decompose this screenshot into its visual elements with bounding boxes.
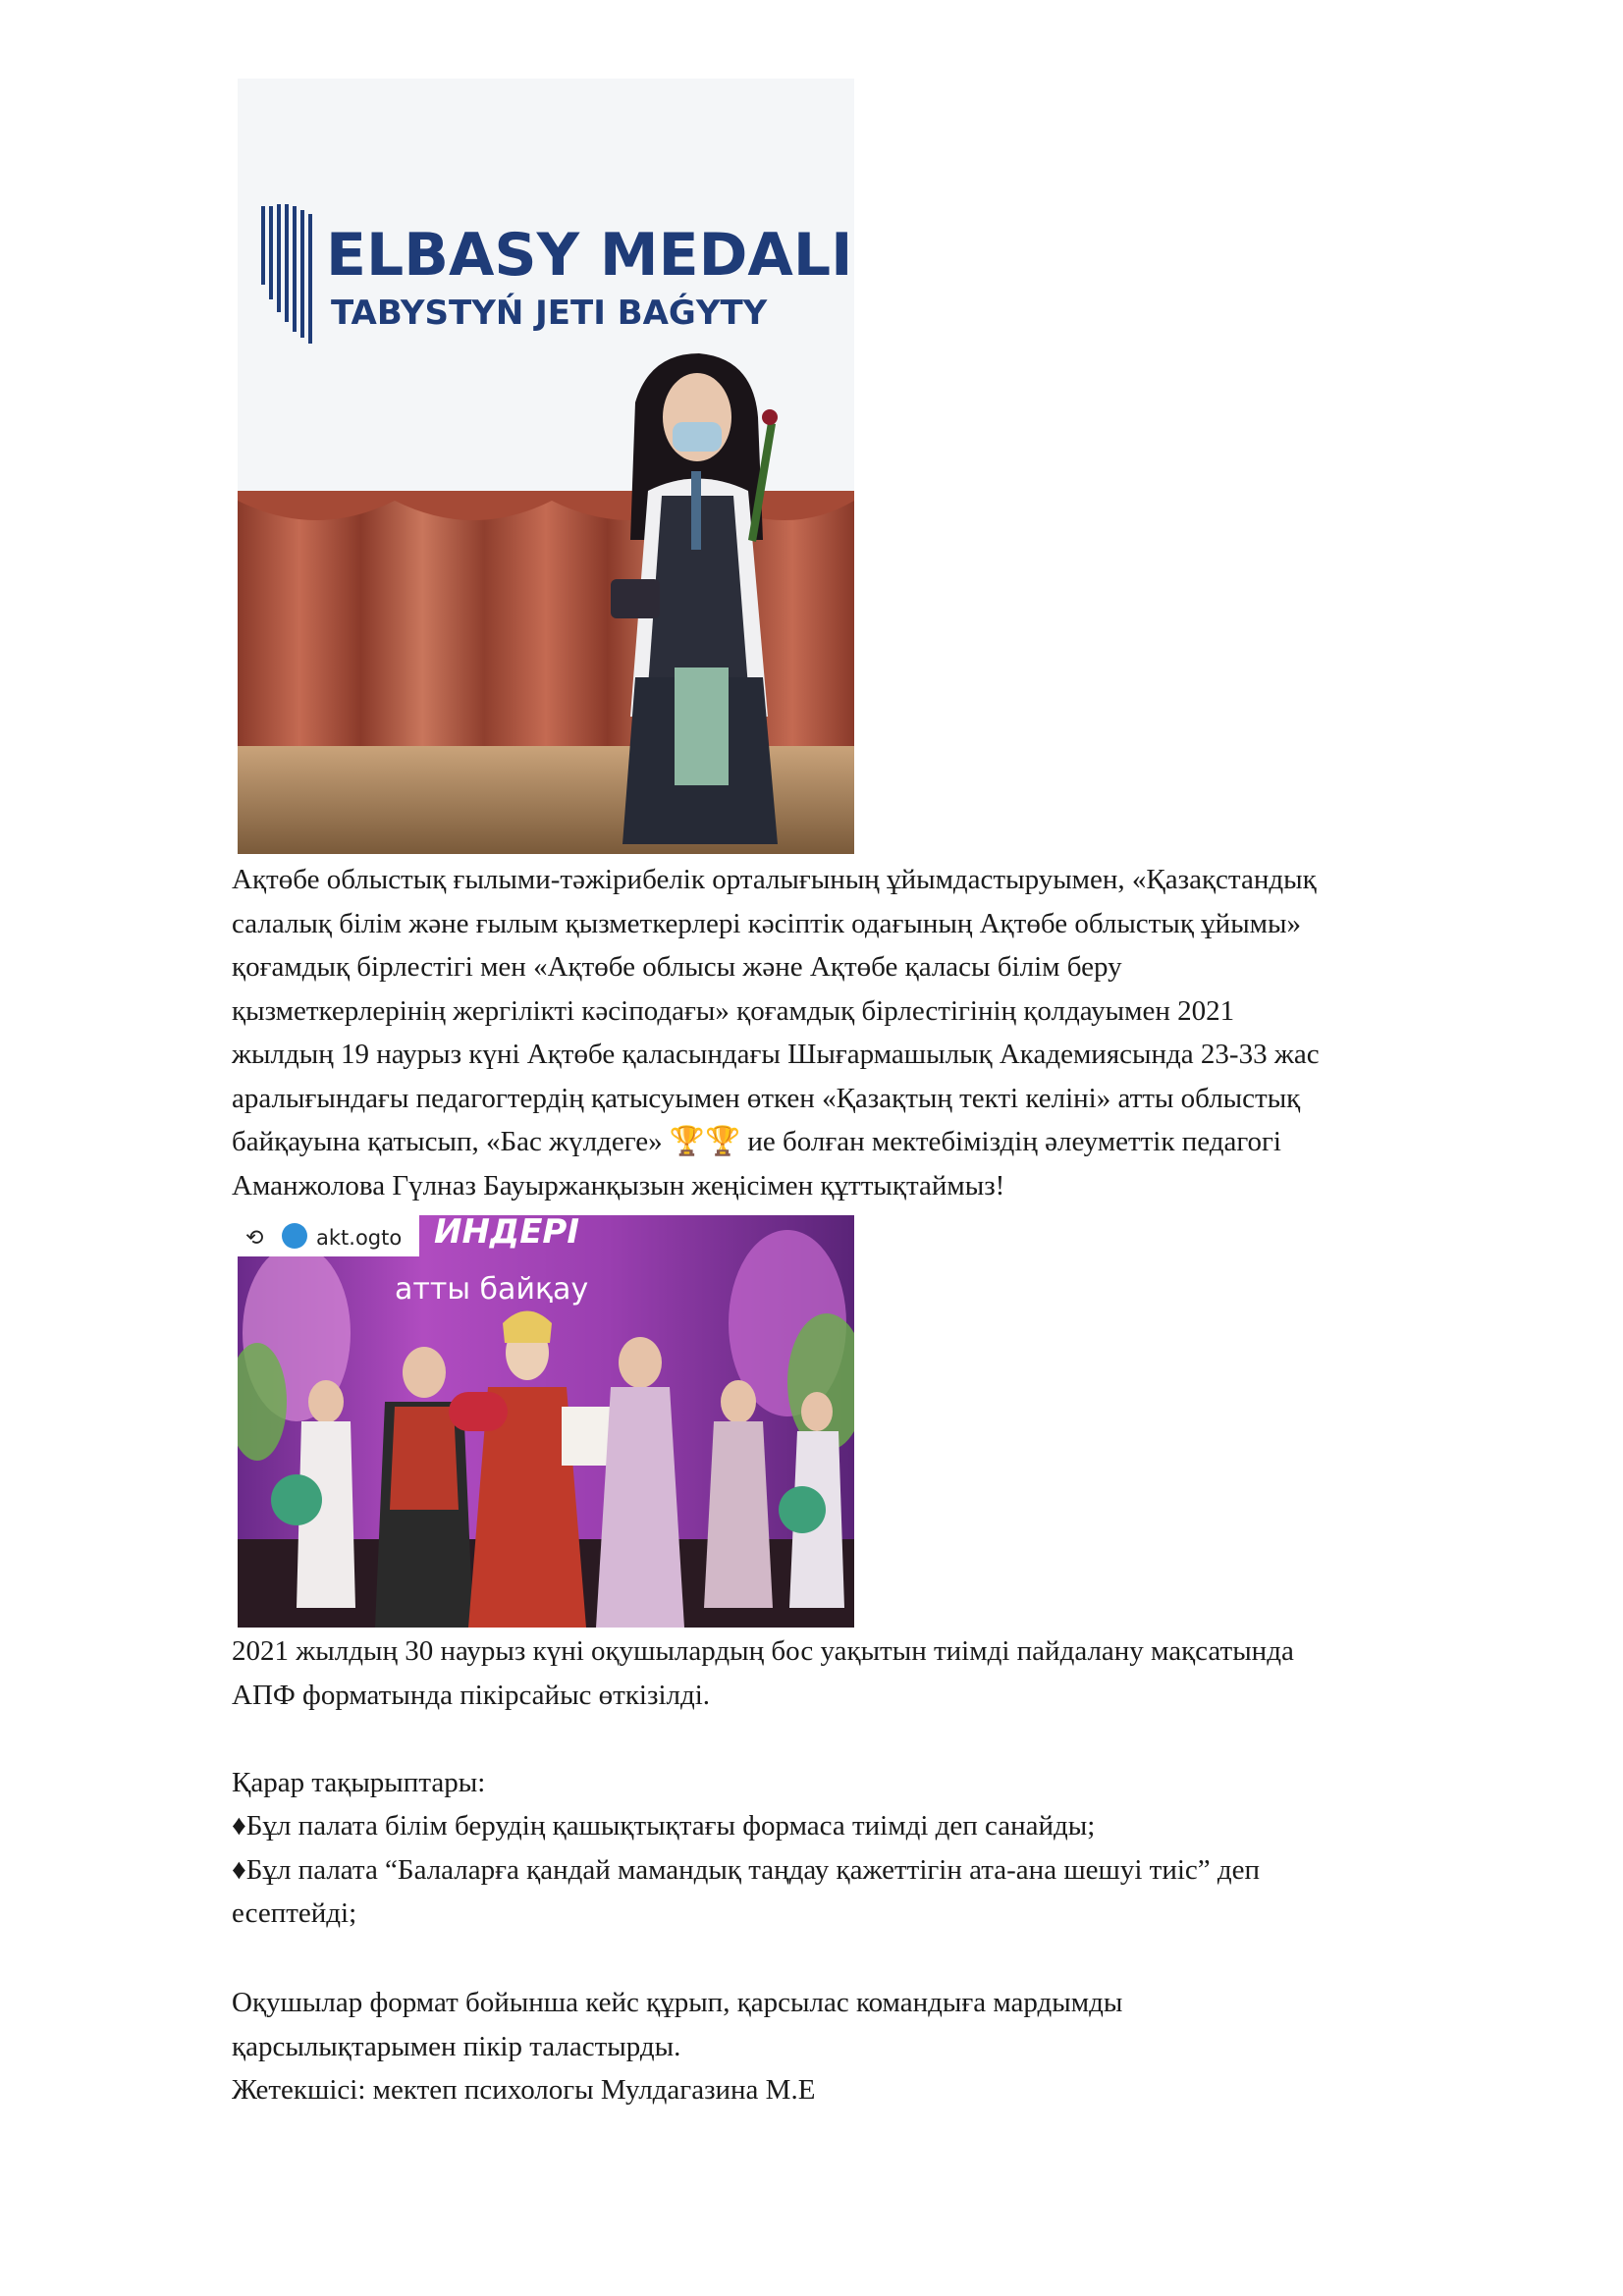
paragraph-debate: [232, 1629, 1508, 1717]
text-line: АПФ форматында пікірсайыс өткізілді.: [232, 1679, 711, 1711]
repost-handle: akt.ogto: [316, 1226, 403, 1250]
paragraph-award: [232, 858, 1508, 1207]
topic-item: ♦Бұл палата “Балаларға қандай мамандық таңдау қажеттігін ата-ана шешуі тиіс” деп: [232, 1853, 1261, 1886]
paragraph-results: [232, 1981, 1508, 2112]
repost-icon: ⟲: [245, 1226, 264, 1251]
topics-heading: [232, 1761, 1508, 1805]
supervisor-line: Жетекшісі: мектеп психологы Мулдагазина М.Е: [232, 2074, 816, 2106]
text-line: қызметкерлерінің жергілікті кәсіподағы» қоғамдық бірлестігінің қолдауымен 2021: [232, 994, 1235, 1027]
topic-item-continuation: есептейді;: [232, 1897, 357, 1929]
contest-winners-image: [238, 1215, 854, 1628]
text-line: байқауына қатысып, «Бас жүлдеге» 🏆🏆 ие болған мектебіміздің әлеуметтік педагогі: [232, 1126, 1281, 1157]
person-figure: [611, 353, 778, 844]
award-ceremony-photo: [238, 79, 854, 854]
banner-sub: атты байқау: [395, 1272, 589, 1307]
award-ceremony-image: [238, 79, 854, 854]
text-line: Ақтөбе облыстық ғылыми-тәжірибелік орталығының ұйымдастыруымен, «Қазақстандық: [232, 864, 1317, 895]
text-line: Оқушылар формат бойынша кейс құрып, қарсылас командыға мардымды: [232, 1987, 1123, 2018]
text-line: жылдың 19 наурыз күні Ақтөбе қаласындағы Шығармашылық Академиясында 23-33 жас: [232, 1039, 1320, 1070]
banner-subtitle: TABYSTYŃ JETI BAǴYTY: [331, 294, 768, 333]
text-line: қарсылықтарымен пікір таластырды.: [232, 2030, 681, 2062]
topic-item: ♦Бұл палата білім берудің қашықтықтағы формаса тиімді деп санайды;: [232, 1810, 1096, 1842]
banner-top: ИНДЕРІ: [434, 1215, 579, 1252]
topics-heading-text: Қарар тақырыптары:: [232, 1767, 486, 1798]
text-line: Аманжолова Гүлназ Бауыржанқызын жеңісімен құттықтаймыз!: [232, 1169, 1005, 1201]
contest-winners-photo: [238, 1215, 854, 1628]
text-line: қоғамдық бірлестігі мен «Ақтөбе облысы және Ақтөбе қаласы білім беру: [232, 951, 1122, 983]
text-line: 2021 жылдың 30 наурыз күні оқушылардың бос уақытын тиімді пайдалану мақсатында: [232, 1635, 1294, 1667]
text-line: салалық білім және ғылым қызметкерлері кәсіптік одағының Ақтөбе облыстық ұйымы»: [232, 907, 1302, 939]
text-line: аралығындағы педагогтердің қатысуымен өткен «Қазақтың текті келіні» атты облыстық: [232, 1082, 1301, 1114]
banner-title: ELBASY MEDALI: [326, 221, 853, 290]
topics-list: [232, 1804, 1508, 1936]
